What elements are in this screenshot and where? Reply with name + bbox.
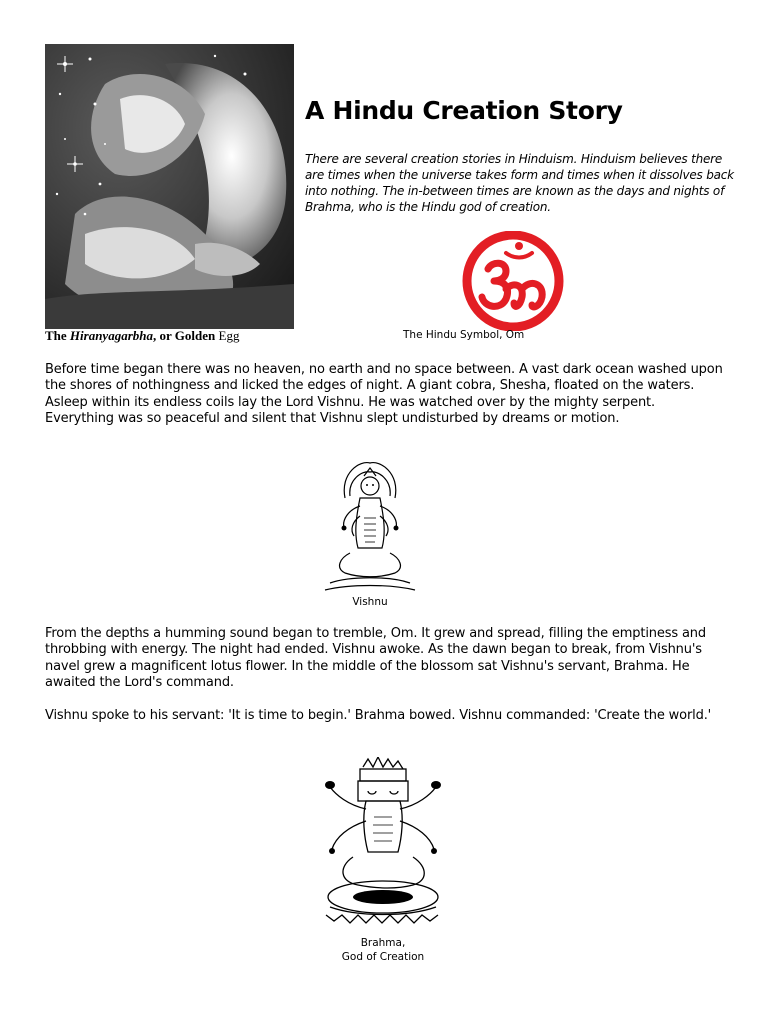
- vishnu-illustration: [320, 458, 420, 596]
- intro-text: There are several creation stories in Hinduism. Hinduism believes there are times when the universe takes form and times when it dissolves back into nothing. The in-between times are known as the days and nights of Brahma, who is the Hindu god of creation.: [305, 152, 734, 214]
- brahma-caption-title: God of Creation: [341, 951, 425, 963]
- brahma-caption-name: Brahma,: [360, 937, 406, 949]
- om-caption: The Hindu Symbol, Om: [403, 329, 525, 341]
- golden-egg-illustration: [45, 44, 294, 329]
- brahma-illustration: [318, 757, 448, 937]
- story-paragraph: Before time began there was no heaven, no earth and no space between. A vast dark ocean washed upon the shores of nothingness and licked the edges of night. A giant cobra, Shesha, floated on the waters. Asleep within its endless coils lay the Lord Vishnu. He was watched over by the mighty serpent. Everything was so peaceful and silent that Vishnu slept undisturbed by dreams or motion.: [45, 362, 723, 426]
- golden-egg-caption: The Hiranyagarbha, or Golden Egg: [45, 328, 240, 343]
- page-title: A Hindu Creation Story: [305, 96, 623, 125]
- hiranyagarbha-term: Hiranyagarbha: [69, 328, 153, 343]
- vishnu-caption: Vishnu: [352, 596, 388, 608]
- story-paragraph: Vishnu spoke to his servant: 'It is time to begin.' Brahma bowed. Vishnu commanded: 'Create the world.': [45, 708, 712, 723]
- om-symbol-icon: [458, 231, 568, 331]
- brahma-caption: [318, 936, 448, 964]
- story-paragraph: From the depths a humming sound began to tremble, Om. It grew and spread, filling the emptiness and throbbing with energy. The night had ended. Vishnu awoke. As the dawn began to break, from Vishnu's navel grew a magnificent lotus flower. In the middle of the blossom sat Vishnu's servant, Brahma. He awaited the Lord's command.: [45, 626, 706, 690]
